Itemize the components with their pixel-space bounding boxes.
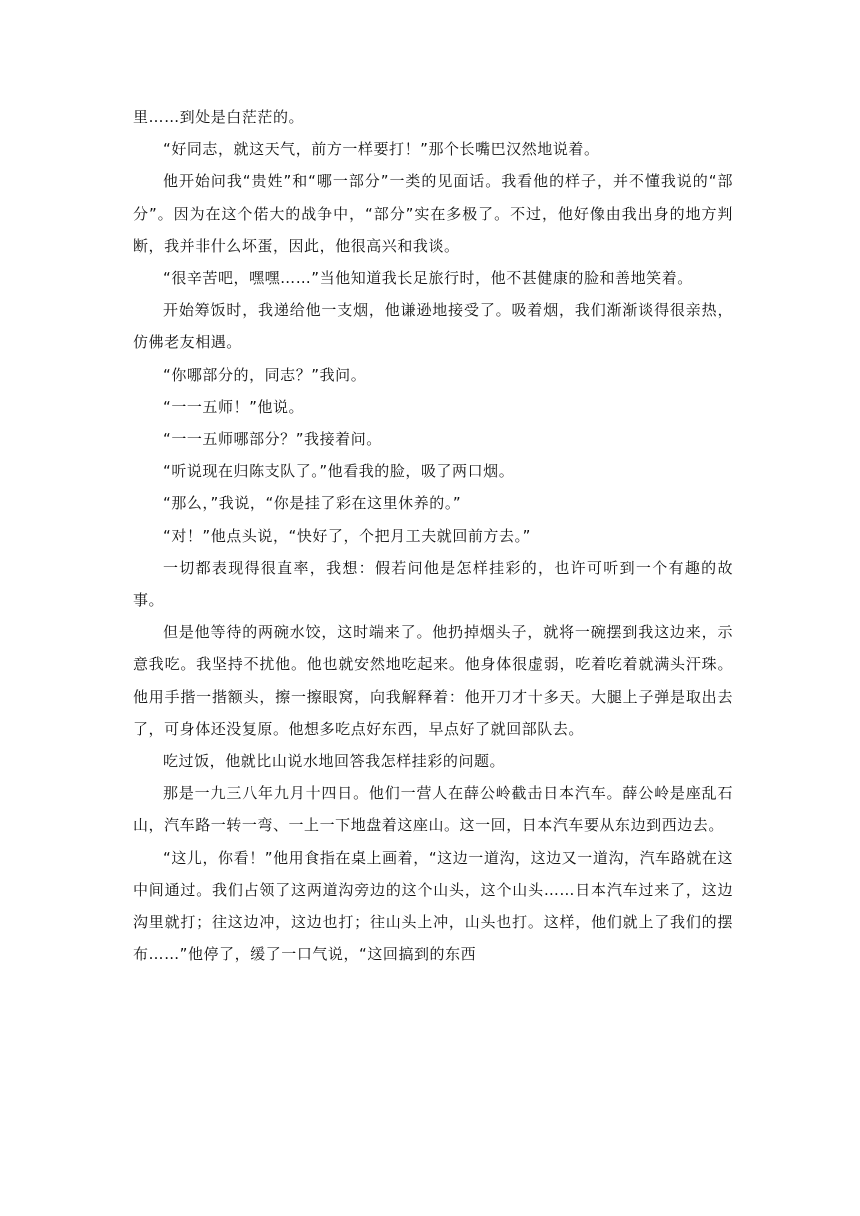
- paragraph: 但是他等待的两碗水饺，这时端来了。他扔掉烟头子，就将一碗摆到我这边来，示意我吃。我坚持不扰他。他也就安然地吃起来。他身体很虚弱，吃着吃着就满头汗珠。他用手揩一揩额头，擦一擦眼窝，向我解释着：他开刀才十多天。大腿上子弹是取出去了，可身体还没复原。他想多吃点好东西，早点好了就回部队去。: [133, 623, 733, 738]
- paragraph: 一切都表现得很直率，我想：假若问他是怎样挂彩的，也许可听到一个有趣的故事。: [133, 558, 733, 610]
- paragraph-continuation: 里……到处是白茫茫的。: [133, 108, 305, 126]
- paragraph: “一一五师哪部分？”我接着问。: [163, 430, 382, 449]
- paragraph: “这儿，你看！”他用食指在桌上画着，“这边一道沟，这边又一道沟，汽车路就在这中间通过。我们占领了这两道沟旁边的这个山头，这个山头……日本汽车过来了，这边沟里就打；往这边冲，这边也打；往山头上冲，山头也打。这样，他们就上了我们的摆布……”他停了，缓了一口气说，“这回搞到的东西: [133, 848, 733, 964]
- paragraph: “听说现在归陈支队了。”他看我的脸，吸了两口烟。: [163, 462, 515, 481]
- paragraph: 吃过饭，他就比山说水地回答我怎样挂彩的问题。: [163, 752, 506, 771]
- paragraph: 他开始问我“贵姓”和“哪一部分”一类的见面话。我看他的样子，并不懂我说的“部分”。因为在这个偌大的战争中，“部分”实在多极了。不过，他好像由我出身的地方判断，我并非什么坏蛋，因此，他很高兴和我谈。: [133, 172, 733, 255]
- article-body: [133, 101, 733, 970]
- paragraph: “对！”他点头说，“快好了，个把月工夫就回前方去。”: [163, 526, 531, 545]
- paragraph: “好同志，就这天气，前方一样要打！”那个长嘴巴汉然地说着。: [163, 140, 600, 159]
- paragraph: 开始筹饭时，我递给他一支烟，他谦逊地接受了。吸着烟，我们渐渐谈得很亲热，仿佛老友相遇。: [133, 301, 733, 352]
- paragraph: “你哪部分的，同志？”我问。: [163, 365, 367, 384]
- paragraph: “很辛苦吧，嘿嘿……”当他知道我长足旅行时，他不甚健康的脸和善地笑着。: [163, 269, 693, 288]
- paragraph: “那么，”我说，“你是挂了彩在这里休养的。”: [163, 494, 462, 513]
- paragraph: 那是一九三八年九月十四日。他们一营人在薛公岭截击日本汽车。薛公岭是座乱石山，汽车路一转一弯、一上一下地盘着这座山。这一回，日本汽车要从东边到西边去。: [133, 784, 733, 835]
- paragraph: “一一五师！”他说。: [163, 397, 305, 416]
